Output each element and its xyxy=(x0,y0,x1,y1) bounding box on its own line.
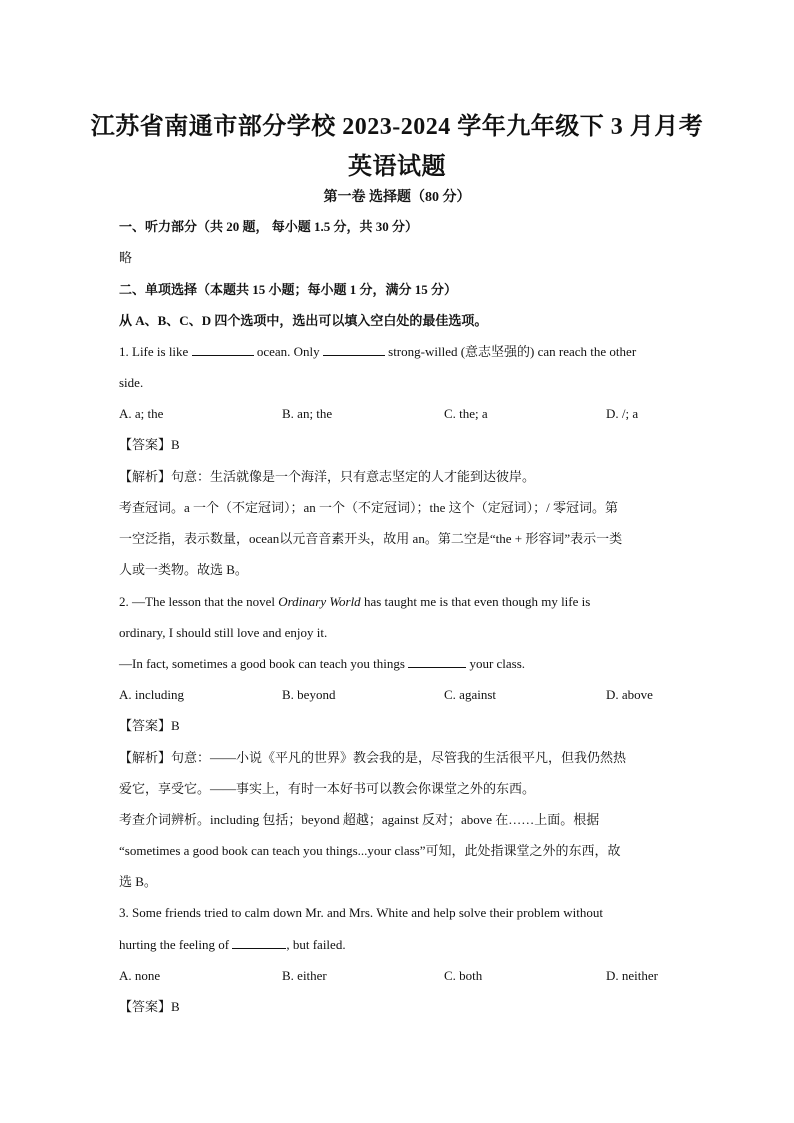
q2-explanation-1: 【解析】句意：——小说《平凡的世界》教会我的是，尽管我的生活很平凡，但我仍然热 xyxy=(119,750,627,765)
q2-option-b: B. beyond xyxy=(282,687,336,702)
q2-option-c: C. against xyxy=(444,687,496,702)
question-2-reply xyxy=(119,655,679,673)
part2-heading: 二、单项选择（本题共 15 小题；每小题 1 分，满分 15 分） xyxy=(119,282,458,297)
exam-title: 江苏省南通市部分学校 2023-2024 学年九年级下 3 月月考 xyxy=(90,114,704,140)
q2-reply-a: —In fact, sometimes a good book can teach you things xyxy=(119,656,409,671)
q1-option-d: D. /; a xyxy=(606,406,639,421)
q3-option-a: A. none xyxy=(119,968,161,983)
question-1-stem-cont: side. xyxy=(119,375,144,390)
q1-option-b: B. an; the xyxy=(282,406,333,421)
q1-explanation-4: 人或一类物。故选 B。 xyxy=(119,562,248,577)
part1-heading: 一、听力部分（共 20 题， 每小题 1.5 分，共 30 分） xyxy=(119,219,419,234)
q2-text-a: 2. —The lesson that the novel xyxy=(119,594,279,609)
q2-explanation-3: 考查介词辨析。including 包括；beyond 超越；against 反对；above 在……上面。根据 xyxy=(119,812,600,827)
q3-option-b: B. either xyxy=(282,968,327,983)
part2-instruction: 从 A、B、C、D 四个选项中，选出可以填入空白处的最佳选项。 xyxy=(119,313,488,328)
answer-blank xyxy=(232,936,286,949)
answer-blank xyxy=(192,343,254,356)
q3-answer: 【答案】B xyxy=(119,999,180,1014)
question-2-stem xyxy=(119,593,679,611)
q1-explanation-3: 一空泛指，表示数量，ocean以元音音素开头，故用 an。第二空是“the + 形容词”表示一类 xyxy=(119,531,623,546)
q1-explanation-1: 【解析】句意：生活就像是一个海洋，只有意志坚定的人才能到达彼岸。 xyxy=(119,469,536,484)
q2-option-d: D. above xyxy=(606,687,653,702)
exam-subject-title: 英语试题 xyxy=(348,154,446,180)
question-3-stem: 3. Some friends tried to calm down Mr. and Mrs. White and help solve their problem without xyxy=(119,905,603,920)
q2-reply-b: your class. xyxy=(466,656,526,671)
q2-option-a: A. including xyxy=(119,687,184,702)
q3-text-b: , but failed. xyxy=(286,937,346,952)
answer-blank xyxy=(408,655,466,668)
q1-answer: 【答案】B xyxy=(119,437,180,452)
q3-text-a: hurting the feeling of xyxy=(119,937,233,952)
q1-text-b: ocean. Only xyxy=(253,344,323,359)
q1-text-a: 1. Life is like xyxy=(119,344,192,359)
q3-option-c: C. both xyxy=(444,968,483,983)
question-2-stem-cont: ordinary, I should still love and enjoy it. xyxy=(119,625,328,640)
question-1-stem xyxy=(119,343,679,361)
volume-heading: 第一卷 选择题（80 分） xyxy=(323,190,471,205)
answer-blank xyxy=(323,343,385,356)
q2-explanation-4: “sometimes a good book can teach you things...your class”可知，此处指课堂之外的东西，故 xyxy=(119,843,621,858)
q3-option-d: D. neither xyxy=(606,968,658,983)
q1-text-c: strong-willed (意志坚强的) can reach the other xyxy=(384,344,637,359)
q2-text-b: has taught me is that even though my life is xyxy=(360,594,591,609)
question-3-stem-cont xyxy=(119,936,679,954)
q2-explanation-2: 爱它，享受它。——事实上，有时一本好书可以教会你课堂之外的东西。 xyxy=(119,781,536,796)
q1-option-a: A. a; the xyxy=(119,406,164,421)
q2-explanation-5: 选 B。 xyxy=(119,874,157,889)
q1-option-c: C. the; a xyxy=(444,406,488,421)
q2-answer: 【答案】B xyxy=(119,718,180,733)
q1-explanation-2: 考查冠词。a 一个（不定冠词）；an 一个（不定冠词）；the 这个（定冠词）；/ 零冠词。第 xyxy=(119,500,619,515)
q2-novel-title: Ordinary World xyxy=(278,594,361,609)
part1-body: 略 xyxy=(119,250,133,265)
